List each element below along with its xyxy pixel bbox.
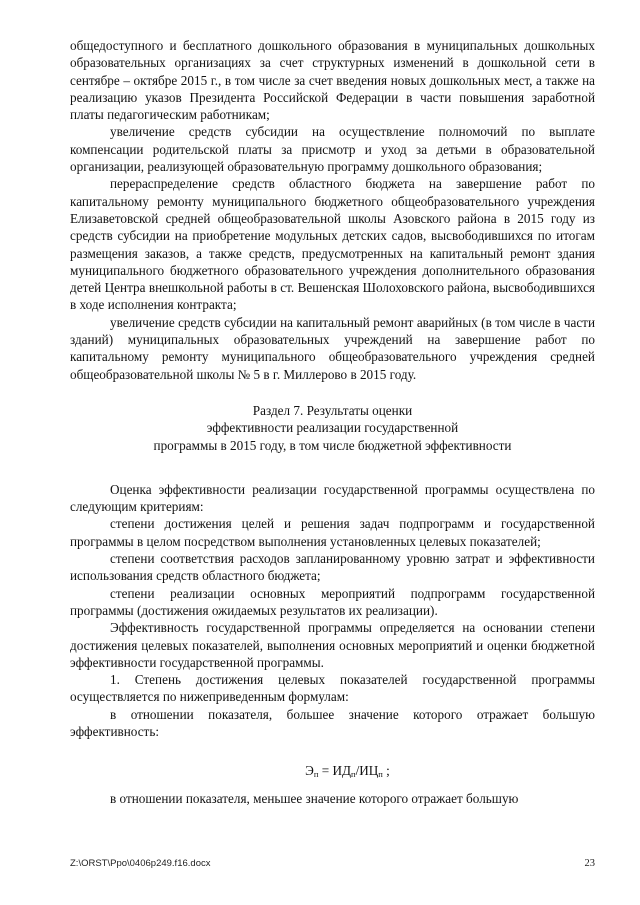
page-number: 23: [584, 858, 595, 869]
paragraph-subsidy-compensation: увеличение средств субсидии на осуществление полномочий по выплате компенсации родительской платы за присмотр и уход за детьми в образовательной организации, реализующей образовательную программу дошкольного образования;: [70, 124, 595, 175]
section-heading-line-2: эффективности реализации государственной: [206, 420, 459, 436]
paragraph-greater-value: в отношении показателя, большее значение которого отражает большую эффективность:: [70, 706, 595, 739]
paragraph-degree-indicators: 1. Степень достижения целевых показателей государственной программы осуществляется по нижеприведенным формулам:: [70, 672, 595, 705]
efficiency-formula: $Э_п = ИД_п/ИЦ_п$ ;: [305, 763, 390, 780]
file-path: Z:\ORST\Ppo\0406p249.f16.docx: [70, 858, 211, 869]
paragraph-criterion-activities: степени реализации основных мероприятий подпрограмм государственной программы (достижения ожидаемых результатов их реализации).: [70, 585, 595, 618]
paragraph-criterion-expenses: степени соответствия расходов запланированному уровню затрат и эффективности использования средств областного бюджета;: [70, 551, 595, 584]
paragraph-efficiency-definition: Эффективность государственной программы определяется на основании степени достижения целевых показателей, выполнения основных мероприятий и оценки бюджетной эффективности государственной программы.: [70, 620, 595, 670]
paragraph-evaluation-criteria: Оценка эффективности реализации государственной программы осуществлена по следующим критериям:: [70, 481, 595, 515]
paragraph-budget-redistribution: перераспределение средств областного бюджета на завершение работ по капитальному ремонту муниципального бюджетного общеобразовательного учреждения Елизаветовской средней общеобразовательной школы Азовского района в 2015 году из средств субсидии на приобретение модульных детских садов, высвободившихся по итогам размещения заказов, а также средств, предусмотренных на капитальный ремонт здания муниципального бюджетного образовательного учреждения дополнительного образования детей Центра внешкольной работы в ст. Вешенская Шолоховского района, высвободившихся в ходе исполнения контракта;: [70, 176, 595, 313]
paragraph-criterion-goals: степени достижения целей и решения задач подпрограмм и государственной программы в целом посредством выполнения установленных целевых показателей;: [70, 516, 595, 549]
section-heading-line-1: Раздел 7. Результаты оценки: [252, 402, 413, 418]
paragraph-emergency-repair: увеличение средств субсидии на капитальный ремонт аварийных (в том числе в части зданий) муниципальных образовательных учреждений на завершение работ по капитальному ремонту муниципального общеобразовательного учреждения средней общеобразовательной школы № 5 в г. Миллерово в 2015 году.: [70, 314, 595, 382]
paragraph-lesser-value: в отношении показателя, меньшее значение которого отражает большую: [110, 790, 519, 806]
paragraph-continuation: общедоступного и бесплатного дошкольного образования в муниципальных дошкольных образовательных организациях за счет структурных изменений в дошкольной сети в сентябре – октябре 2015 г., в том числе за счет введения новых дошкольных мест, а также на реализацию указов Президента Российской Федерации в части повышения заработной платы педагогическим работникам;: [70, 38, 595, 123]
section-heading-line-3: программы в 2015 году, в том числе бюджетной эффективности: [153, 437, 512, 453]
document-body: [70, 37, 595, 807]
section-heading: [70, 402, 595, 454]
